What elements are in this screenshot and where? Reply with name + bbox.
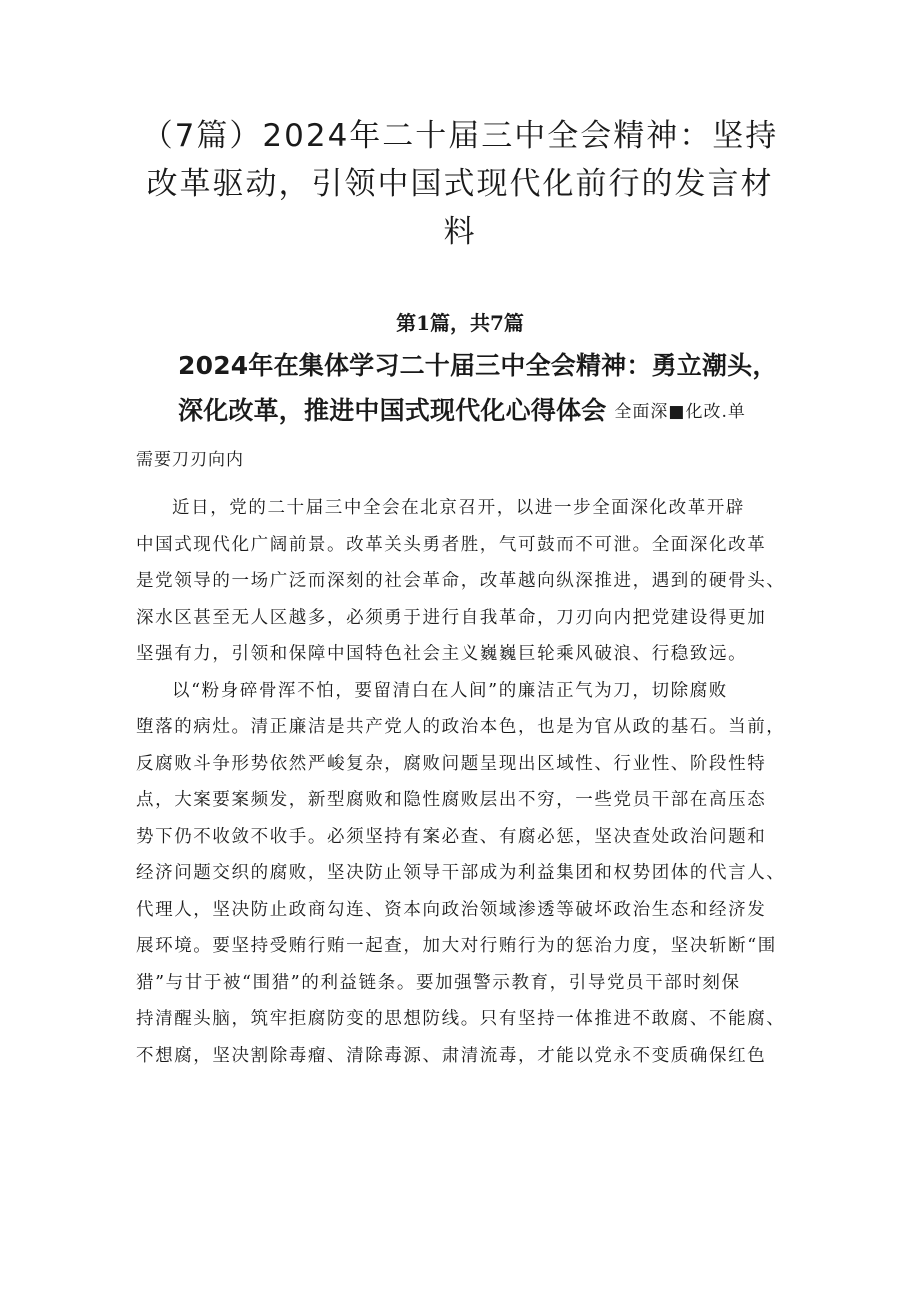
subtitle-tail-continuation: 需要刀刃向内: [136, 450, 244, 470]
title-line: 料: [443, 214, 477, 250]
subtitle-text: 深化改革，推进中国式现代化心得体会: [178, 396, 607, 425]
title-line: 改革驱动，引领中国式现代化前行的发言材: [146, 166, 774, 202]
paragraph-line: 点，大案要案频发，新型腐败和隐性腐败层出不穷，一些党员干部在高压态: [136, 790, 767, 810]
paragraph-line: 深水区甚至无人区越多，必须勇于进行自我革命，刀刃向内把党建设得更加: [136, 607, 767, 628]
subtitle-text: 2024年在集体学习二十届三中全会精神：勇立潮头，: [178, 351, 778, 380]
title-line: （7篇）2024年二十届三中全会精神：坚持: [141, 118, 779, 154]
paragraph-line: 堕落的病灶。清正廉洁是共产党人的政治本色，也是为官从政的基石。当前，: [136, 717, 786, 737]
paragraph-line: 是党领导的一场广泛而深刻的社会革命，改革越向纵深推进，遇到的硬骨头、: [136, 571, 786, 591]
article-subtitle-line: [178, 348, 778, 384]
paragraph-line: 经济问题交织的腐败，坚决防止领导干部成为利益集团和权势团体的代言人、: [136, 863, 786, 883]
paragraph-line: 反腐败斗争形势依然严峻复杂，腐败问题呈现出区域性、行业性、阶段性特: [136, 753, 767, 774]
article-subtitle-line: [178, 393, 746, 430]
subtitle-tail-text: 全面深■化改.单: [614, 402, 746, 422]
paragraph-line: 展环境。要坚持受贿行贿一起查，加大对行贿行为的惩治力度，坚决斩断“围: [136, 936, 777, 956]
paragraph-line: 势下仍不收敛不收手。必须坚持有案必查、有腐必惩，坚决查处政治问题和: [136, 826, 767, 847]
paragraph-line: 持清醒头脑，筑牢拒腐防变的思想防线。只有坚持一体推进不敢腐、不能腐、: [136, 1009, 786, 1029]
body-paragraph: [136, 490, 796, 673]
article-body: [136, 490, 796, 1074]
paragraph-line: 猎”与甘于被“围猎”的利益链条。要加强警示教育，引导党员干部时刻保: [136, 972, 741, 993]
paragraph-line: 以“粉身碎骨浑不怕，要留清白在人间”的廉洁正气为刀，切除腐败: [172, 680, 728, 701]
paragraph-line: 近日，党的二十届三中全会在北京召开，以进一步全面深化改革开辟: [172, 498, 745, 518]
paragraph-line: 坚强有力，引领和保障中国特色社会主义巍巍巨轮乘风破浪、行稳致远。: [136, 644, 748, 664]
paragraph-line: 中国式现代化广阔前景。改革关头勇者胜，气可鼓而不可泄。全面深化改革: [136, 534, 767, 555]
article-counter: 第1篇，共7篇: [396, 311, 524, 335]
paragraph-line: 代理人，坚决防止政商勾连、资本向政治领域渗透等破坏政治生态和经济发: [136, 899, 767, 920]
paragraph-line: 不想腐，坚决割除毒瘤、清除毒源、肃清流毒，才能以党永不变质确保红色: [136, 1045, 767, 1066]
document-title: [120, 112, 800, 256]
body-paragraph: [136, 673, 796, 1075]
